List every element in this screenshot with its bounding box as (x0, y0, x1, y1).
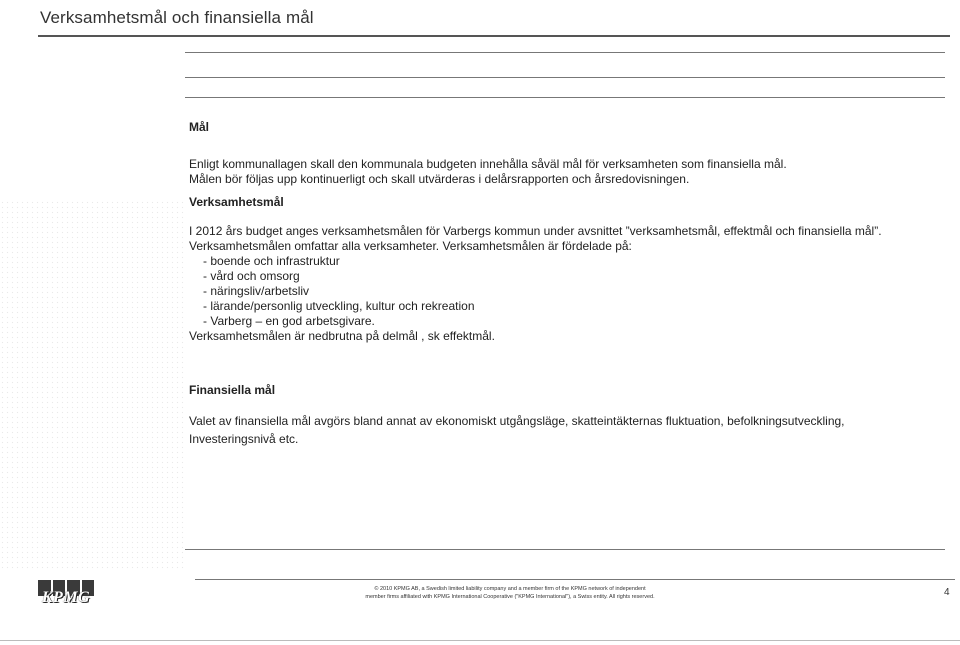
list-item: - vård och omsorg (203, 269, 949, 284)
paragraph-line: Valet av finansiella mål avgörs bland annat av ekonomiskt utgångsläge, skatteintäkternas fluktuation, befolkningsutveckling, (189, 414, 845, 428)
footer-rule (195, 579, 955, 580)
page-title: Verksamhetsmål och finansiella mål (40, 8, 314, 27)
section-heading-mal: Mål (189, 120, 210, 134)
legal-line: member firms affiliated with KPMG International Cooperative ("KPMG International"), a Swiss entity. All rights reserved. (365, 594, 655, 600)
paragraph-line: Enligt kommunallagen skall den kommunala budgeten innehålla såväl mål för verksamheten som finansiella mål. (189, 157, 787, 171)
page-number: 4 (944, 587, 950, 598)
list-item: - boende och infrastruktur (203, 254, 949, 269)
divider-line (185, 549, 945, 550)
divider-line (185, 97, 945, 98)
section-heading-finansiella: Finansiella mål (189, 383, 276, 397)
divider-line (185, 77, 945, 78)
goal-area-list (189, 254, 949, 329)
legal-notice (290, 585, 730, 601)
paragraph-line: Investeringsnivå etc. (189, 432, 299, 446)
main-content (189, 120, 949, 447)
logo-text: KPMG (41, 589, 91, 606)
list-item: - näringsliv/arbetsliv (203, 284, 949, 299)
bottom-rule (0, 640, 960, 641)
paragraph-line: I 2012 års budget anges verksamhetsmålen för Varbergs kommun under avsnittet ”verksamhetsmål, effektmål och finansiella mål”. (189, 224, 882, 238)
legal-line: © 2010 KPMG AB, a Swedish limited liability company and a member firm of the KPMG network of independent (374, 586, 646, 592)
section-heading-verksamhetsmal: Verksamhetsmål (189, 195, 284, 209)
list-item: - lärande/personlig utveckling, kultur och rekreation (203, 299, 949, 314)
paragraph-line: Målen bör följas upp kontinuerligt och skall utvärderas i delårsrapporten och årsredovisningen. (189, 172, 690, 186)
kpmg-logo (38, 580, 94, 606)
title-rule (38, 35, 950, 37)
paragraph-line: Verksamhetsmålen är nedbrutna på delmål , sk effektmål. (189, 329, 495, 343)
paragraph-line: Verksamhetsmålen omfattar alla verksamheter. Verksamhetsmålen är fördelade på: (189, 239, 632, 253)
divider-line (185, 52, 945, 53)
background-texture (0, 200, 185, 570)
list-item: - Varberg – en god arbetsgivare. (203, 314, 949, 329)
